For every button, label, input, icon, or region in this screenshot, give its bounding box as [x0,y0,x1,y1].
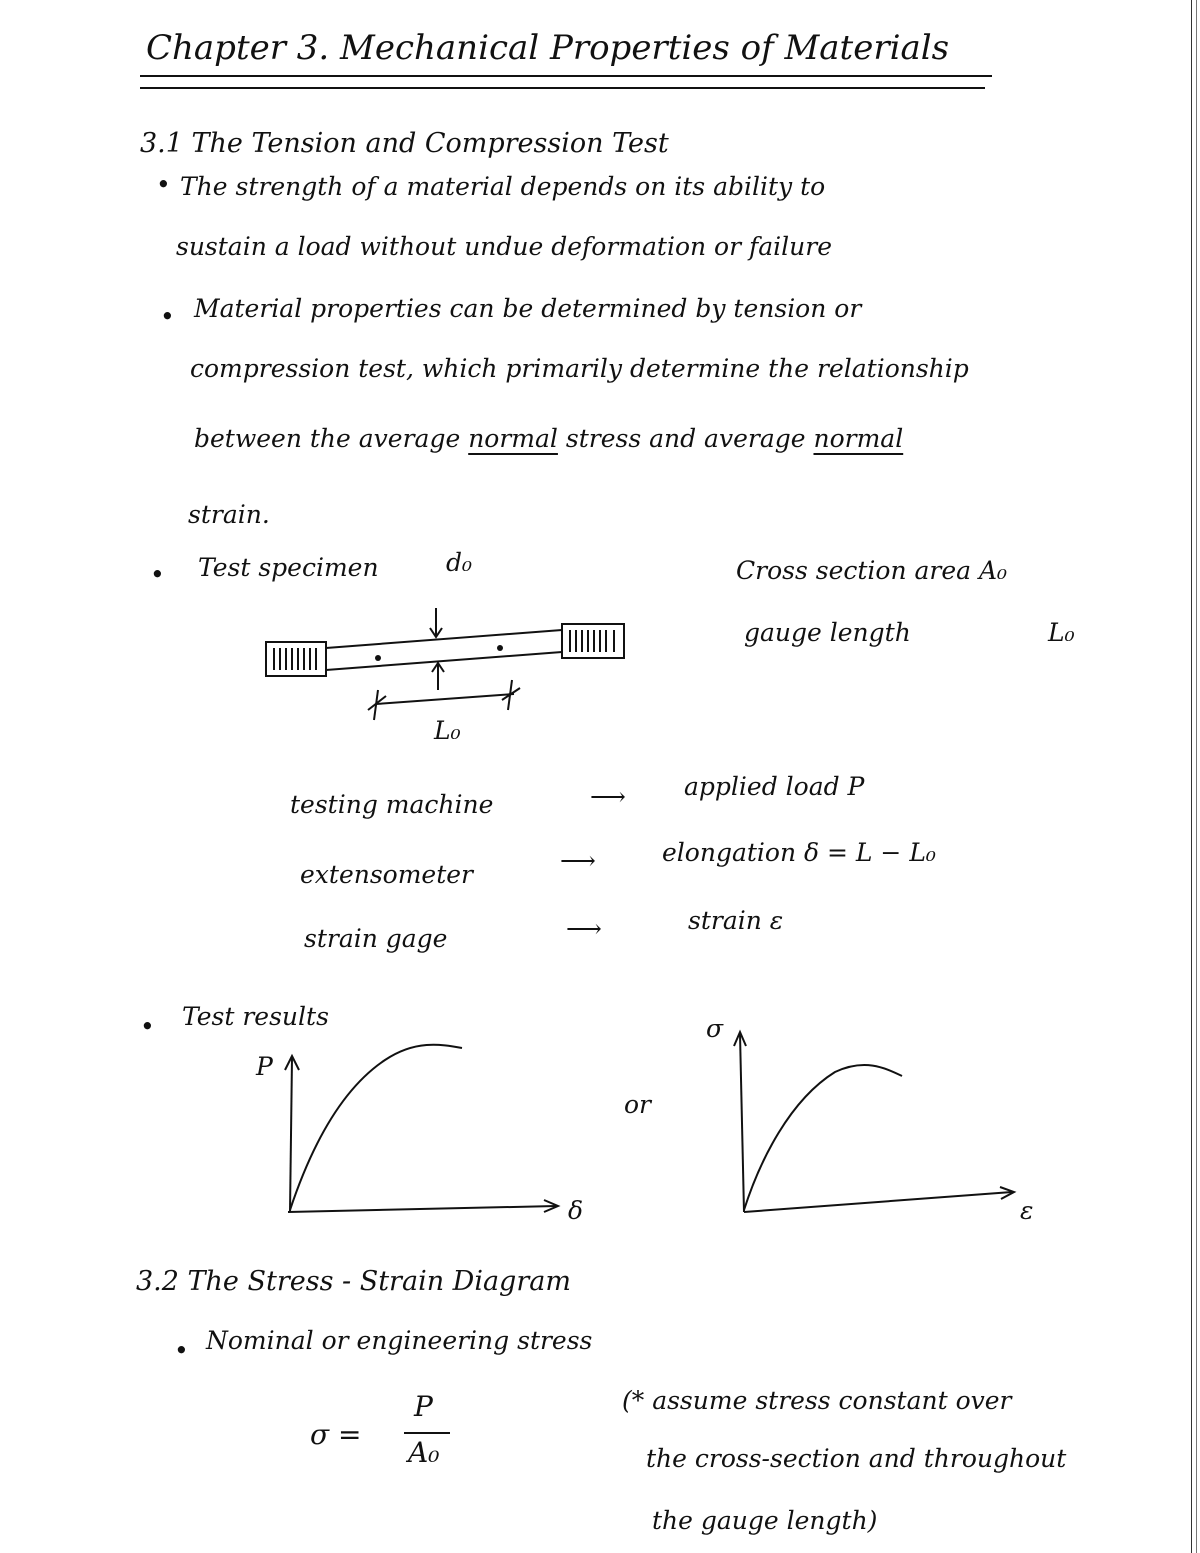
bullet-dot: • [156,170,171,199]
bullet-1-line-1: The strength of a material depends on its ability to [180,172,826,201]
bullet-dot: • [174,1336,189,1365]
specimen-label: Test specimen [198,553,379,582]
underlined-word: normal [813,424,904,453]
instrument-measure: strain ε [688,906,784,935]
instrument-arrow: ⟶ [566,914,602,943]
bullet-2-line-2: compression test, which primarily determine the relationship [190,354,969,383]
bullet-dot: • [150,560,165,589]
specimen-L0-label: L₀ [434,716,461,745]
cross-section-label: Cross section area A₀ [736,556,1008,585]
instrument-device: extensometer [300,860,474,889]
fraction-bar [404,1432,450,1434]
note-line-3: the gauge length) [652,1506,878,1535]
plot-2-y-label: σ [706,1014,724,1043]
bullet-1-line-2: sustain a load without undue deformation or failure [176,232,832,261]
plot-2-x-label: ε [1020,1196,1034,1225]
note-line-2: the cross-section and throughout [646,1444,1067,1473]
bullet-dot: • [160,302,175,331]
specimen-d0-label: d₀ [446,548,473,577]
instrument-device: strain gage [304,924,448,953]
text-segment: stress and average [557,424,814,453]
formula-numerator: P [414,1390,433,1423]
instrument-arrow: ⟶ [560,846,596,875]
gauge-length-symbol: L₀ [1048,618,1075,647]
text-segment: between the average [194,424,469,453]
bullet-dot: • [140,1012,155,1041]
formula-denominator: A₀ [408,1436,440,1469]
page-title: Chapter 3. Mechanical Properties of Materials [146,28,950,68]
note-line-1: (* assume stress constant over [622,1386,1012,1415]
plot-1-x-label: δ [568,1196,584,1225]
plot-1-y-label: P [256,1052,273,1081]
formula-lhs: σ = [310,1418,362,1451]
underlined-word: normal [468,424,558,453]
instrument-measure: applied load P [684,772,865,801]
instrument-device: testing machine [290,790,494,819]
bullet-2-line-1: Material properties can be determined by tension or [194,294,862,323]
test-results-label: Test results [182,1002,329,1031]
instrument-arrow: ⟶ [590,782,626,811]
gauge-length-label: gauge length [744,618,911,647]
or-text: or [624,1090,652,1119]
bullet-2-line-4: strain. [188,500,270,529]
section-heading-3-1: 3.1 The Tension and Compression Test [140,128,669,159]
section-heading-3-2: 3.2 The Stress - Strain Diagram [136,1266,571,1297]
bullet-nominal-stress: Nominal or engineering stress [206,1326,593,1355]
instrument-measure: elongation δ = L − L₀ [662,838,936,867]
